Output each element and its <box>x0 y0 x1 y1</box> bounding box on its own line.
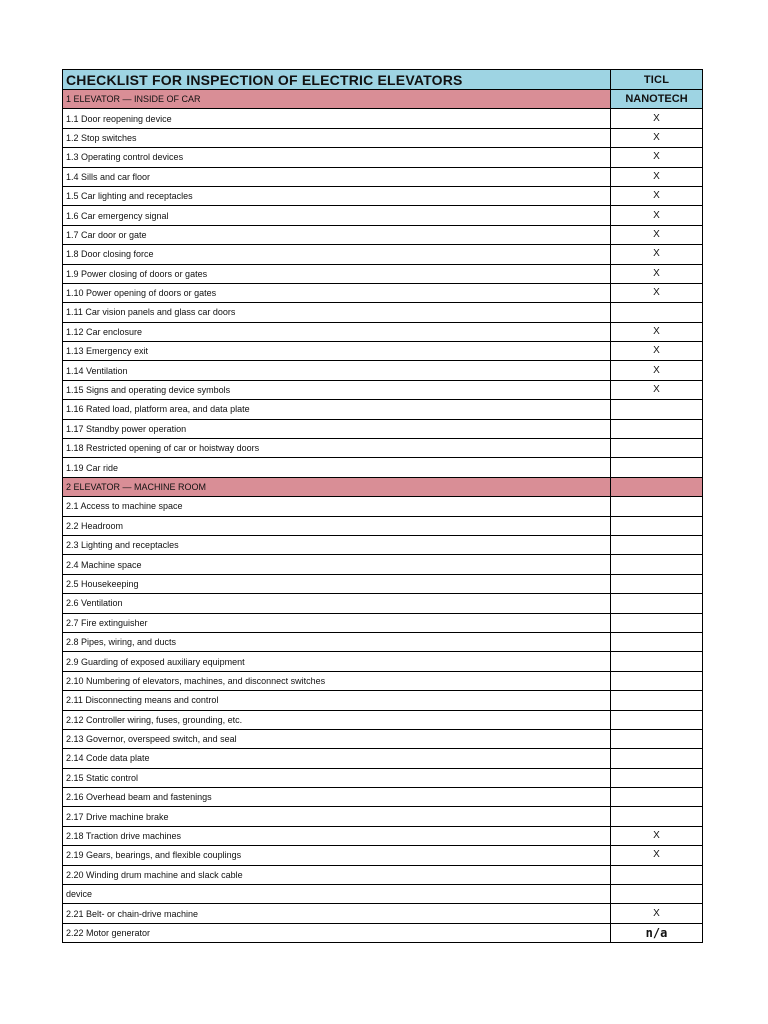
checklist-row <box>63 632 703 651</box>
checklist-item-label: 1.9 Power closing of doors or gates <box>63 264 611 283</box>
checklist-row <box>63 439 703 458</box>
checklist-item-label: 1.1 Door reopening device <box>63 109 611 128</box>
checklist-item-label: 2.8 Pipes, wiring, and ducts <box>63 632 611 651</box>
checklist-item-mark <box>611 865 703 884</box>
checklist-item-label: 2.12 Controller wiring, fuses, grounding, etc. <box>63 710 611 729</box>
checklist-row <box>63 671 703 690</box>
checklist-item-mark <box>611 535 703 554</box>
checklist-item-mark: X <box>611 322 703 341</box>
checklist-row <box>63 167 703 186</box>
checklist-item-mark <box>611 729 703 748</box>
checklist-item-label: 2.1 Access to machine space <box>63 497 611 516</box>
column-subheader: NANOTECH <box>611 90 703 109</box>
checklist-item-mark: X <box>611 186 703 205</box>
checklist-item-mark: X <box>611 148 703 167</box>
section-title: 1 ELEVATOR — INSIDE OF CAR <box>63 90 611 109</box>
checklist-item-mark: X <box>611 904 703 923</box>
checklist-row <box>63 497 703 516</box>
checklist-item-label: 1.18 Restricted opening of car or hoistway doors <box>63 439 611 458</box>
checklist-item-label: 2.20 Winding drum machine and slack cable <box>63 865 611 884</box>
checklist-item-label: 1.16 Rated load, platform area, and data plate <box>63 400 611 419</box>
checklist-row <box>63 923 703 942</box>
checklist-row <box>63 516 703 535</box>
checklist-item-label: device <box>63 885 611 904</box>
checklist-row <box>63 885 703 904</box>
checklist-item-mark: X <box>611 206 703 225</box>
checklist-item-label: 1.8 Door closing force <box>63 245 611 264</box>
checklist-item-mark <box>611 691 703 710</box>
checklist-item-mark <box>611 574 703 593</box>
checklist-item-mark <box>611 749 703 768</box>
checklist-item-mark <box>611 710 703 729</box>
checklist-row <box>63 342 703 361</box>
checklist-item-mark: X <box>611 245 703 264</box>
checklist-item-mark: X <box>611 264 703 283</box>
checklist-row <box>63 652 703 671</box>
checklist-row <box>63 186 703 205</box>
checklist-row <box>63 419 703 438</box>
checklist-row <box>63 245 703 264</box>
checklist-item-label: 2.13 Governor, overspeed switch, and seal <box>63 729 611 748</box>
checklist-item-label: 1.12 Car enclosure <box>63 322 611 341</box>
section-mark-cell <box>611 477 703 496</box>
checklist-row <box>63 768 703 787</box>
checklist-row <box>63 283 703 302</box>
checklist-row <box>63 729 703 748</box>
checklist-row <box>63 594 703 613</box>
checklist-item-label: 2.18 Traction drive machines <box>63 826 611 845</box>
checklist-row <box>63 380 703 399</box>
checklist-row <box>63 128 703 147</box>
checklist-row <box>63 264 703 283</box>
checklist-item-mark: X <box>611 342 703 361</box>
checklist-item-mark <box>611 439 703 458</box>
checklist-item-mark <box>611 497 703 516</box>
checklist-row <box>63 322 703 341</box>
checklist-item-mark <box>611 768 703 787</box>
checklist-item-label: 2.17 Drive machine brake <box>63 807 611 826</box>
checklist-item-mark <box>611 594 703 613</box>
checklist-item-label: 1.3 Operating control devices <box>63 148 611 167</box>
checklist-item-mark: X <box>611 826 703 845</box>
checklist-item-mark: X <box>611 283 703 302</box>
checklist-item-mark <box>611 458 703 477</box>
column-header-org: TICL <box>611 70 703 90</box>
checklist-item-mark <box>611 671 703 690</box>
checklist-item-label: 2.14 Code data plate <box>63 749 611 768</box>
checklist-item-mark <box>611 419 703 438</box>
checklist-row <box>63 206 703 225</box>
checklist-item-mark <box>611 516 703 535</box>
section-title: 2 ELEVATOR — MACHINE ROOM <box>63 477 611 496</box>
checklist-row <box>63 710 703 729</box>
inspection-checklist-table <box>62 69 703 943</box>
checklist-item-mark: X <box>611 846 703 865</box>
section-header-row <box>63 477 703 496</box>
checklist-row <box>63 303 703 322</box>
checklist-item-label: 1.2 Stop switches <box>63 128 611 147</box>
checklist-item-label: 1.13 Emergency exit <box>63 342 611 361</box>
checklist-item-mark <box>611 885 703 904</box>
checklist-item-label: 2.9 Guarding of exposed auxiliary equipment <box>63 652 611 671</box>
checklist-item-label: 2.19 Gears, bearings, and flexible couplings <box>63 846 611 865</box>
checklist-item-mark <box>611 400 703 419</box>
checklist-item-mark: X <box>611 128 703 147</box>
checklist-row <box>63 865 703 884</box>
checklist-item-label: 1.5 Car lighting and receptacles <box>63 186 611 205</box>
checklist-item-label: 2.22 Motor generator <box>63 923 611 942</box>
checklist-item-mark: X <box>611 380 703 399</box>
checklist-item-label: 1.14 Ventilation <box>63 361 611 380</box>
checklist-row <box>63 148 703 167</box>
checklist-item-label: 1.4 Sills and car floor <box>63 167 611 186</box>
checklist-item-mark <box>611 303 703 322</box>
checklist-item-mark: n/a <box>611 923 703 942</box>
checklist-row <box>63 826 703 845</box>
checklist-row <box>63 109 703 128</box>
checklist-item-label: 2.2 Headroom <box>63 516 611 535</box>
checklist-item-mark <box>611 632 703 651</box>
checklist-item-label: 1.15 Signs and operating device symbols <box>63 380 611 399</box>
checklist-row <box>63 613 703 632</box>
checklist-item-mark <box>611 788 703 807</box>
checklist-row <box>63 807 703 826</box>
checklist-item-mark: X <box>611 361 703 380</box>
checklist-item-label: 2.4 Machine space <box>63 555 611 574</box>
checklist-item-label: 2.21 Belt- or chain-drive machine <box>63 904 611 923</box>
checklist-item-mark <box>611 613 703 632</box>
checklist-row <box>63 749 703 768</box>
checklist-row <box>63 225 703 244</box>
checklist-row <box>63 361 703 380</box>
checklist-item-label: 2.10 Numbering of elevators, machines, and disconnect switches <box>63 671 611 690</box>
checklist-row <box>63 846 703 865</box>
section-header-row <box>63 90 703 109</box>
checklist-row <box>63 400 703 419</box>
checklist-item-label: 1.7 Car door or gate <box>63 225 611 244</box>
checklist-item-label: 2.7 Fire extinguisher <box>63 613 611 632</box>
checklist-item-label: 1.19 Car ride <box>63 458 611 477</box>
checklist-item-label: 1.6 Car emergency signal <box>63 206 611 225</box>
checklist-item-mark <box>611 555 703 574</box>
checklist-item-label: 2.5 Housekeeping <box>63 574 611 593</box>
checklist-item-mark: X <box>611 225 703 244</box>
checklist-item-mark: X <box>611 167 703 186</box>
checklist-item-label: 1.10 Power opening of doors or gates <box>63 283 611 302</box>
checklist-row <box>63 458 703 477</box>
title-row <box>63 70 703 90</box>
checklist-item-label: 2.6 Ventilation <box>63 594 611 613</box>
checklist-item-label: 2.15 Static control <box>63 768 611 787</box>
checklist-row <box>63 574 703 593</box>
checklist-row <box>63 904 703 923</box>
checklist-item-mark <box>611 807 703 826</box>
checklist-row <box>63 555 703 574</box>
checklist-item-label: 1.17 Standby power operation <box>63 419 611 438</box>
checklist-item-label: 2.11 Disconnecting means and control <box>63 691 611 710</box>
checklist-item-mark <box>611 652 703 671</box>
checklist-item-label: 2.16 Overhead beam and fastenings <box>63 788 611 807</box>
checklist-row <box>63 691 703 710</box>
checklist-item-mark: X <box>611 109 703 128</box>
checklist-item-label: 1.11 Car vision panels and glass car doors <box>63 303 611 322</box>
checklist-row <box>63 535 703 554</box>
checklist-row <box>63 788 703 807</box>
checklist-item-label: 2.3 Lighting and receptacles <box>63 535 611 554</box>
checklist-title: CHECKLIST FOR INSPECTION OF ELECTRIC ELEVATORS <box>63 70 611 90</box>
